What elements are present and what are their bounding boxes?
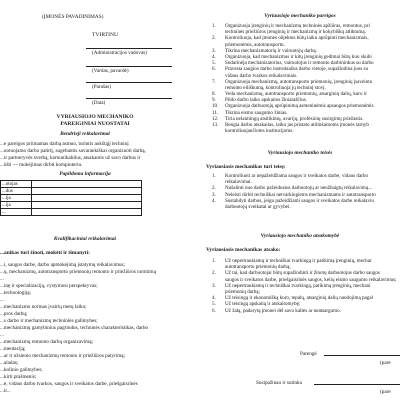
prepared-by-hint: (pare xyxy=(380,360,391,366)
list-item-text: Organizuoja mechanizmų, autotransporto priemonių, įrenginių įsaveintu xyxy=(225,78,373,85)
signature-line xyxy=(86,82,172,83)
list-item-text: Organizuoja, kad mechanizmus ir kitų įrenginių gedimai būtų kuo skubi xyxy=(225,53,372,60)
list-item-text: Pravesta saugios darbo instruktažus darbo vietoje, supažindina juos su xyxy=(225,66,369,73)
qual-line: ...aladas; xyxy=(0,360,19,366)
info-table xyxy=(0,180,142,216)
name-hint: (Vardas, pavardė) xyxy=(92,68,129,74)
resp-intro: Vyriausiasis mechanikas atsako: xyxy=(206,247,281,253)
qual-line: ...e, vidaus darbo tvarkos, saugos ir sveikatos darbe, priešgaisrinės xyxy=(0,381,138,387)
must-know-heading: ...anikas turi žinoti, mokėti ir išmanyti: xyxy=(0,250,90,256)
list-item-text: autotransporto priemonių darbą; xyxy=(225,264,291,271)
acknowledged-line xyxy=(314,384,400,385)
general-line: ...ūšti — mokėjimas dirbti kompiuteriu. xyxy=(0,162,83,168)
table-row xyxy=(1,188,142,195)
list-item-text: Už teisingą ir ekonomišką kuro, tepalų, atsarginių dalių naudojimą pagal xyxy=(225,295,374,302)
qual-line: ... xyxy=(0,332,4,338)
table-cell xyxy=(32,202,142,209)
list-item-text: Rengia darbo atsakaitas, laiku jas pristato atitinkamoms įmonės tarnyb xyxy=(225,122,369,128)
rights-heading: Vyriausiojo mechaniko teisės xyxy=(267,150,333,156)
list-item xyxy=(212,204,400,210)
table-cell xyxy=(32,181,142,188)
rights-list xyxy=(212,173,400,210)
list-item-number: 8. xyxy=(212,91,216,98)
general-heading: Bendrieji reikalavimai xyxy=(60,131,110,137)
general-line: ...e pareigos priimamas darbą asmuo, turintis aukštąjį techninį xyxy=(0,141,129,147)
list-item-number: 2. xyxy=(212,185,216,192)
list-item-number: 3. xyxy=(212,282,216,289)
table-cell: ...ija xyxy=(1,202,32,209)
head-role-line xyxy=(86,48,172,49)
list-item-number: 3. xyxy=(212,191,216,198)
rights-intro: Vyriausiasis mechanikas turi teisę: xyxy=(206,164,286,170)
qual-line: ... xyxy=(0,276,4,282)
list-item-text: Už teisingą apskaitą ir atskaitomybę; xyxy=(225,301,301,308)
qual-line: ...mechanizmų remonto darbų organizavimą; xyxy=(0,339,93,345)
list-item-number: 6. xyxy=(212,66,216,73)
list-item-text: priemonėmis, autotransportu. xyxy=(225,41,285,48)
table-cell xyxy=(32,209,142,216)
list-item-text: Už tai, kad darbuotojai būtų supažindinti ir žinotų darbuotojus darbo saugos xyxy=(225,270,380,277)
table-cell: ...ija xyxy=(1,195,32,202)
resp-heading: Vyriausiojo mechaniko atsakomybė xyxy=(260,233,340,239)
general-line: ...uotuojamo darbo patirtį, sugebantis savarankiškai organizuoti darbą, xyxy=(0,148,146,154)
extra-info-heading: Papildoma informacija xyxy=(59,171,111,177)
date-line xyxy=(86,98,172,99)
table-row xyxy=(1,202,142,209)
list-item-text: priemonių darbą; xyxy=(225,288,260,295)
table-row xyxy=(1,181,142,188)
list-item-number: 6. xyxy=(212,307,216,314)
list-item-number: 10. xyxy=(212,103,219,110)
list-item-text: Organizuoja darbuotojų aprūpinimą asmeninėmis apsaugos priemonėmis xyxy=(225,103,374,110)
general-line: ...ir partneryvės sverbą, komunikabilus, atsakantis už savo darbus ir xyxy=(0,155,141,161)
list-item-text: Tikrina eismo saugumo žinias. xyxy=(225,109,288,116)
list-item-text: Už nepertraukiamą ir techniškai tvarkingą, patikimą įrenginių, mechani xyxy=(225,282,371,289)
qual-line: ...ir... xyxy=(0,388,11,394)
list-item-text: Kontroliuoja, kad įmonės objektus būtų laiku aprūpinti mechanizmais, xyxy=(225,35,369,42)
list-item-text: techninės priežiūros įrenginių ir mechanizmų ir kokybiškų atliktumą. xyxy=(225,29,366,36)
date-hint: (Data) xyxy=(92,100,106,106)
list-item-text: saugos ir sveikatos darbe, priešgaisrinės saugos, kelių eismo saugumo reikalavimus; xyxy=(225,276,397,283)
duties-heading: Vyriausiojo mechaniko pareigos xyxy=(264,13,336,19)
list-item-number: 5. xyxy=(212,60,216,67)
list-item-number: 4. xyxy=(212,197,216,204)
list-item-number: 1. xyxy=(212,258,216,264)
duties-list xyxy=(212,23,400,134)
doc-title-line2: PAREIGINIAI NUOSTATAI xyxy=(60,121,130,127)
head-role-hint: (Administracijos vadovas) xyxy=(92,50,147,56)
qual-line: ...inę ir specializaciją, vystymosi perspektyvas; xyxy=(0,283,98,289)
acknowledged-hint: (pare xyxy=(380,389,391,395)
list-item xyxy=(212,308,400,314)
signature-hint: (Parašas) xyxy=(92,84,112,90)
acknowledged-label: Susipažinau ir sutinku xyxy=(256,380,303,386)
list-item-number: 5. xyxy=(212,301,216,308)
list-item-text: Už žalą, padarytą įmonei dėl savo kaltės ar neatsargumo. xyxy=(225,307,341,314)
list-item-text: Už nepertraukiamų ir techniškai tvarkingą ir patikimą įrenginių, mechar xyxy=(225,258,372,264)
list-item-text: kontroliuojančioms institucijoms. xyxy=(225,128,294,135)
table-row xyxy=(1,209,142,216)
list-item-text: Veda mechanizmų, autotransporto priemonių, atsarginių dalių, kuro ir xyxy=(225,91,367,98)
qual-line: ...mechanizmų gamybinius pagrindus, techninės charakteristikas, darbo xyxy=(0,325,149,331)
table-cell: ...dus xyxy=(1,188,32,195)
prepared-by-line xyxy=(324,355,400,356)
qual-line: ...mentaciją; xyxy=(0,346,26,352)
list-item-text: Sustabdyti darbus, jeigu pažeidžiami saugos ir sveikatos darbe reikalaviu xyxy=(225,197,374,204)
list-item-text: Kontroliuoti ar nepažeidžiama saugos ir sveikatos darbe, vidaus darbo xyxy=(225,173,369,179)
list-item-number: 13. xyxy=(212,122,219,128)
list-item-text: darbuotojų sveikatai ar gyvybei. xyxy=(225,203,291,210)
qual-line: ...s darbo ir mechanizmų techniniės galimybes; xyxy=(0,318,98,324)
qual-line: ...i, saugos darbe, darbo apmokėjimą įstatymų reikalavimus; xyxy=(0,262,125,268)
list-item-number: 4. xyxy=(212,53,216,60)
name-line xyxy=(86,66,172,67)
qual-line: ...pros darbų; xyxy=(0,311,28,317)
company-placeholder: (ĮMONĖS PAVADINIMAS) xyxy=(42,14,104,20)
list-item-text: Neleisti dirbti techniškai netvarkingiems mechanizmams ir autotransporto xyxy=(225,191,376,198)
qual-line: ...technologiją; xyxy=(0,290,31,296)
qual-line: ...kolinio galimybes; xyxy=(0,367,43,373)
list-item-text: Nušalinti nuo darbo pažeidusius darbuotojų ar neužbaigtų reikalavimų... xyxy=(225,185,373,192)
list-item-number: 1. xyxy=(212,173,216,179)
list-item-number: 1. xyxy=(212,23,216,29)
qual-line: ...kirti prašmenis; xyxy=(0,374,37,380)
qual-heading: Kvalifikaciniai reikalavimai xyxy=(53,236,117,242)
approve-label: TVIRTINU xyxy=(92,32,119,38)
list-item-text: Tikrina mechanizmatorių ir vairuotojų darbą. xyxy=(225,47,317,54)
qual-line: ...mechanizmo normas įvairių metų laiku; xyxy=(0,304,87,310)
list-item-number: 11. xyxy=(212,109,219,116)
list-item-number: 2. xyxy=(212,35,216,42)
list-item-number: 3. xyxy=(212,47,216,54)
list-item xyxy=(212,128,400,134)
qual-line: ... xyxy=(0,297,4,303)
qual-line: ...ų, mechanizmų, autotransporto priemonių remonto ir priežiūros normimą xyxy=(0,269,156,275)
list-item-number: 12. xyxy=(212,115,219,122)
table-cell xyxy=(32,188,142,195)
list-item-text: remonto eiliškumą, kontroliuoja jų techninį stovį. xyxy=(225,84,326,91)
table-cell xyxy=(32,195,142,202)
doc-title-line1: VYRIAUSIOJO MECHANIKO xyxy=(56,114,134,120)
table-row xyxy=(1,195,142,202)
list-item-text: Organizuoja įrenginių ir mechanizmų techninės apžiūras, remontus, pri xyxy=(225,23,370,29)
list-item-text: vidaus darbo tvarkos reikalavimais. xyxy=(225,72,298,79)
list-item-text: reikalavimai. xyxy=(225,179,252,186)
qual-line: ...ar ir užsienio mechanizmų remonto ir priežiūros patyrimą; xyxy=(0,353,126,359)
list-item-number: 2. xyxy=(212,270,216,277)
resp-list xyxy=(212,258,400,314)
list-item-number: 4. xyxy=(212,295,216,302)
table-cell: ...otojas xyxy=(1,181,32,188)
list-item-text: Pildo darbo laiko apskaitos žiniaraščius. xyxy=(225,97,307,104)
list-item-text: Sudarinėja mechanizatorius, vairuotojus ir remonto darbininkus su darbo xyxy=(225,60,374,67)
prepared-by-label: Parengė xyxy=(300,351,317,357)
list-item-number: 7. xyxy=(212,78,216,85)
list-item-number: 9. xyxy=(212,97,216,104)
list-item-text: Tiria nelaimingų atsitikimų, avarijų, profesinių susirgimų priežastis. xyxy=(225,115,364,122)
table-cell: ... xyxy=(1,209,32,216)
